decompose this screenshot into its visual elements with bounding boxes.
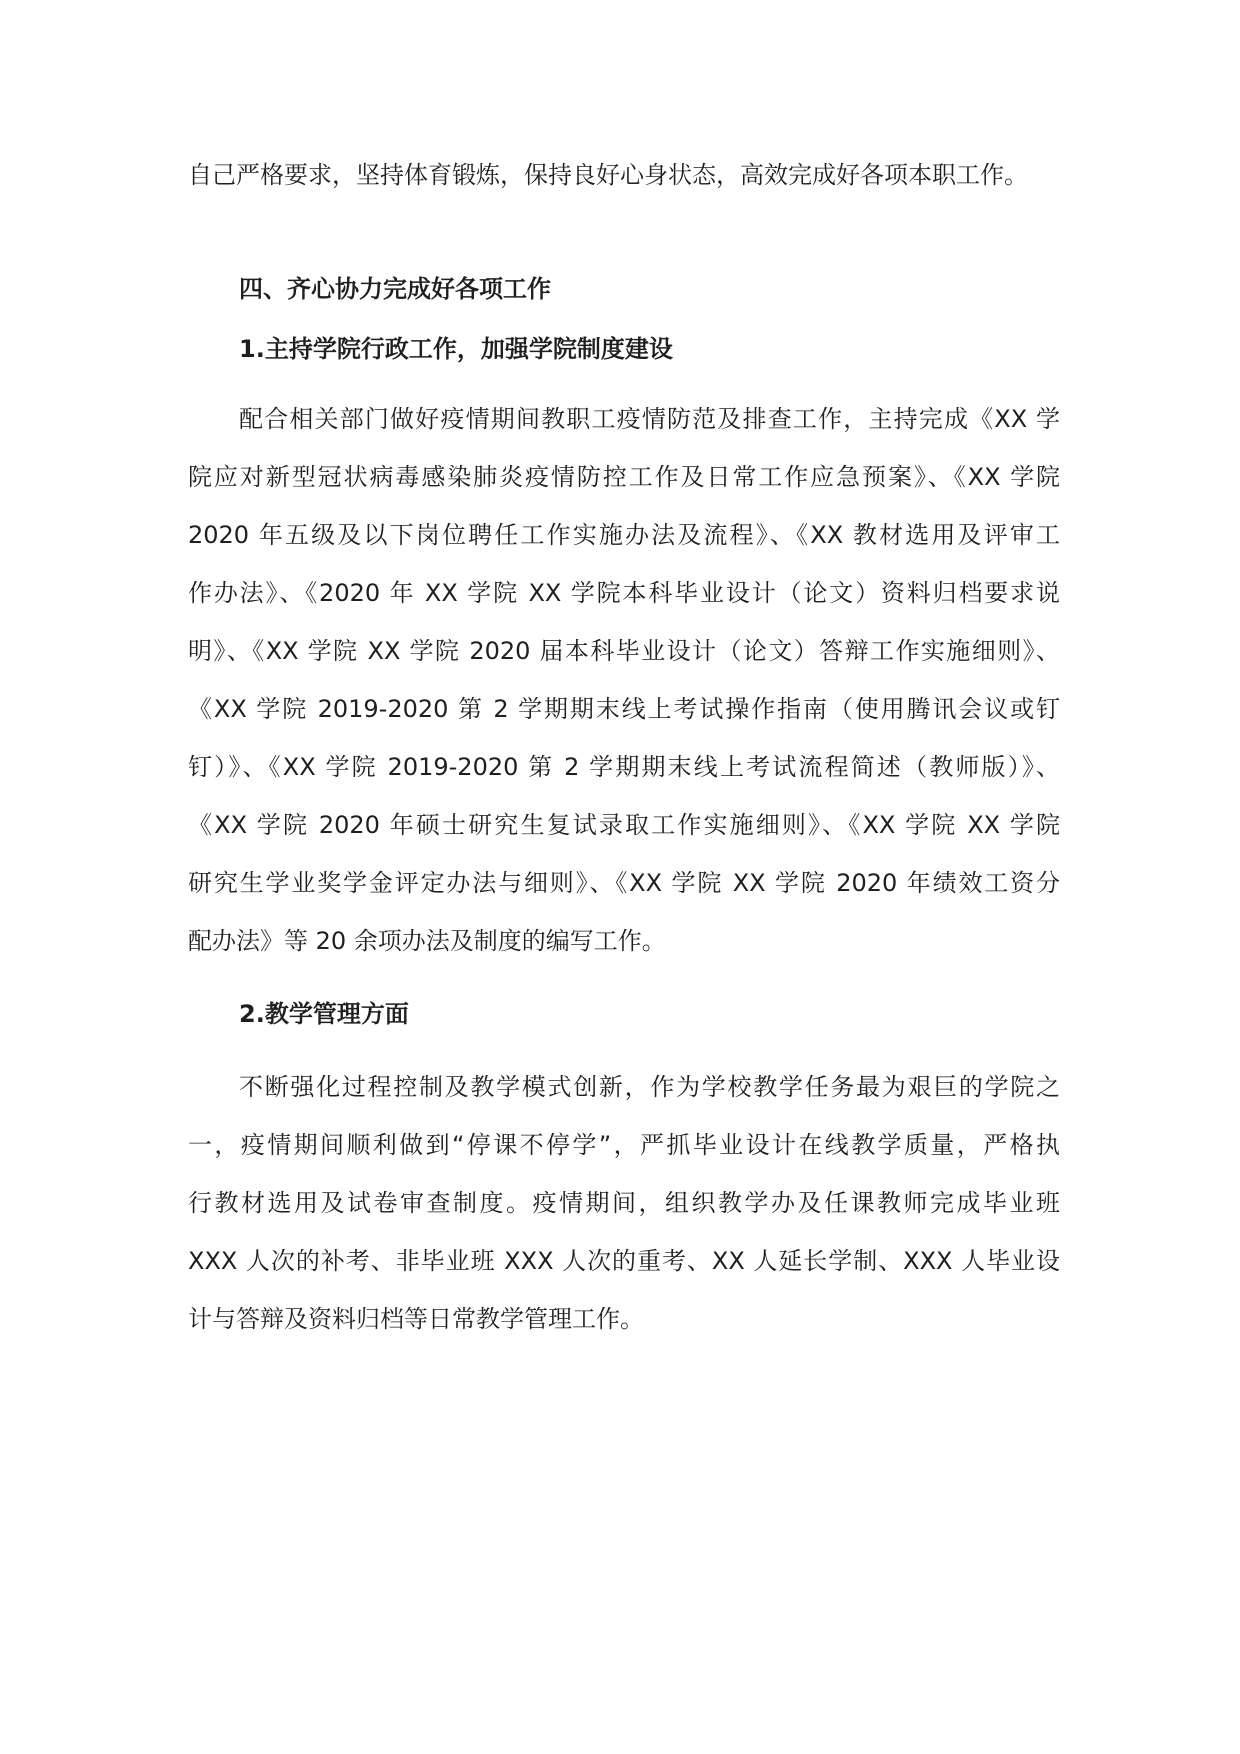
paragraph-line: XXX 人次的补考、非毕业班 XXX 人次的重考、XX 人延长学制、XXX 人毕业设	[188, 1247, 1060, 1275]
paragraph-line: 明》、《XX 学院 XX 学院 2020 届本科毕业设计（论文）答辩工作实施细则》、	[188, 637, 1060, 665]
paragraph-line: 《XX 学院 2019-2020 第 2 学期期末线上考试操作指南（使用腾讯会议或钉	[188, 695, 1060, 723]
paragraph-line: 院应对新型冠状病毒感染肺炎疫情防控工作及日常工作应急预案》、《XX 学院	[188, 463, 1060, 491]
paragraph-line: 一，疫情期间顺利做到“停课不停学”，严抓毕业设计在线教学质量，严格执	[188, 1131, 1060, 1159]
subsection-heading: 2.教学管理方面	[239, 1000, 409, 1028]
paragraph-line: 配办法》等 20 余项办法及制度的编写工作。	[188, 927, 666, 955]
paragraph-line: 钉）》、《XX 学院 2019-2020 第 2 学期期末线上考试流程简述（教师版）》、	[188, 753, 1060, 781]
paragraph-line: 自己严格要求，坚持体育锻炼，保持良好心身状态，高效完成好各项本职工作。	[188, 161, 1028, 189]
paragraph-line: 《XX 学院 2020 年硕士研究生复试录取工作实施细则》、《XX 学院 XX 学院	[188, 811, 1060, 839]
paragraph-line: 作办法》、《2020 年 XX 学院 XX 学院本科毕业设计（论文）资料归档要求说	[188, 579, 1060, 607]
paragraph-line: 研究生学业奖学金评定办法与细则》、《XX 学院 XX 学院 2020 年绩效工资分	[188, 869, 1060, 897]
subsection-heading: 1.主持学院行政工作，加强学院制度建设	[239, 335, 673, 363]
paragraph-line: 行教材选用及试卷审查制度。疫情期间，组织教学办及任课教师完成毕业班	[188, 1189, 1060, 1217]
paragraph-line: 配合相关部门做好疫情期间教职工疫情防范及排查工作，主持完成《XX 学	[239, 405, 1060, 433]
section-heading: 四、齐心协力完成好各项工作	[239, 275, 551, 303]
paragraph-line: 不断强化过程控制及教学模式创新，作为学校教学任务最为艰巨的学院之	[239, 1073, 1060, 1101]
paragraph-line: 2020 年五级及以下岗位聘任工作实施办法及流程》、《XX 教材选用及评审工	[188, 521, 1060, 549]
paragraph-line: 计与答辩及资料归档等日常教学管理工作。	[188, 1305, 644, 1333]
